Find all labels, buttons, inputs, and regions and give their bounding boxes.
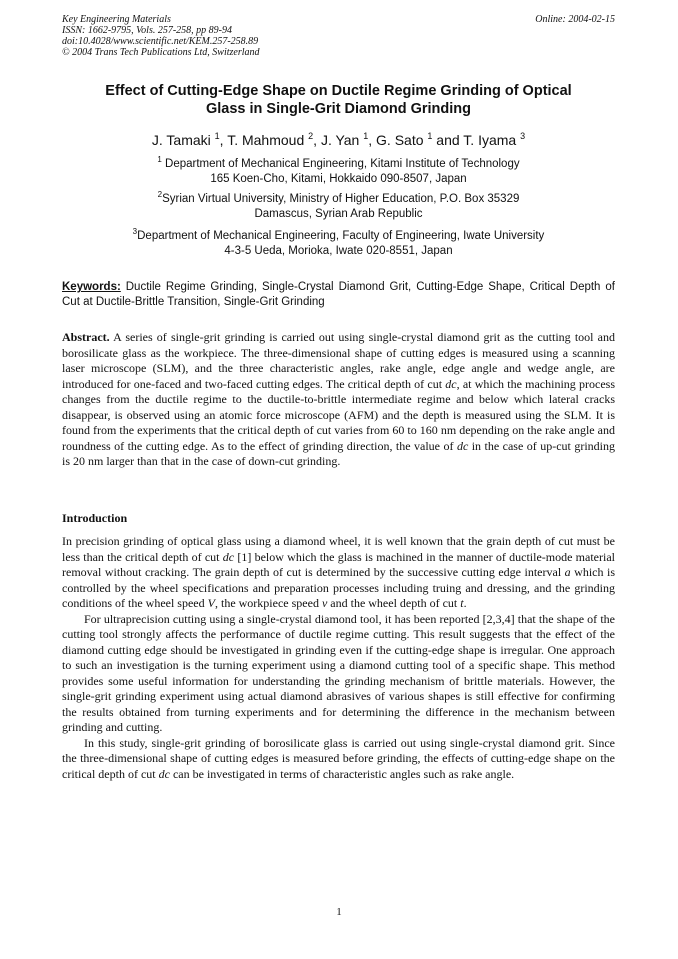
online-date: Online: 2004-02-15 [535, 14, 615, 25]
abstract-text: in the case of up-cut grinding is 20 nm larger than that in the case of down-cut grinding. [62, 438, 615, 468]
affiliation-line: Syrian Virtual University, Ministry of Higher Education, P.O. Box 35329 [162, 193, 520, 205]
affiliation-1 [62, 157, 615, 187]
affiliation-number: 1 [157, 155, 162, 164]
paragraph-text: , the workpiece speed [214, 596, 322, 610]
paragraph-text: which is controlled by the wheel specifications and preparation processes including truing and dressing, and the grinding conditions of the wheel speed [62, 565, 615, 610]
paper-title [62, 82, 615, 118]
paragraph [62, 736, 615, 783]
paragraph-variable: dc [222, 549, 235, 564]
affiliation-2 [62, 192, 615, 222]
abstract-label: Abstract. [62, 330, 110, 344]
paragraph-text: In this study, single-grit grinding of borosilicate glass is carried out using single-crystal diamond grit. Since the three-dimensional shape of cutting edges is measured before grinding, the effects of cutting-edge shape on the critical depth of cut [62, 735, 615, 781]
title-line-2: Glass in Single-Grit Diamond Grinding [205, 101, 472, 117]
affiliation-line: Department of Mechanical Engineering, Faculty of Engineering, Iwate University [137, 230, 545, 242]
paragraph-text: and the wheel depth of cut [327, 596, 461, 610]
affiliation-number: 2 [157, 190, 163, 199]
paragraph-variable: v [321, 596, 328, 610]
paragraph-text: In precision grinding of optical glass using a diamond wheel, it is well known that the grain depth of cut must be less than the critical depth of cut [62, 534, 615, 564]
copyright-line: © 2004 Trans Tech Publications Ltd, Switzerland [62, 47, 260, 58]
author-affiliation-mark: 1 [214, 131, 220, 141]
paragraph-variable: t [460, 596, 464, 610]
author-affiliation-mark: 1 [363, 131, 369, 141]
section-heading-introduction: Introduction [62, 511, 128, 525]
author-list [62, 131, 615, 149]
affiliation-address: 165 Koen-Cho, Kitami, Hokkaido 090-8507, Japan [210, 173, 467, 185]
paragraph [62, 534, 615, 612]
paragraph-text: . [463, 596, 467, 610]
author-name: T. Iyama [463, 132, 517, 148]
page-number: 1 [336, 906, 342, 918]
author-separator: , [313, 132, 321, 148]
paragraph-variable: dc [158, 766, 170, 781]
affiliation-3 [62, 229, 615, 259]
paragraph-text: can be investigated in terms of characteristic angles such as rake angle. [169, 766, 515, 781]
author-separator: , [219, 132, 228, 148]
paragraph-variable: a [564, 565, 571, 579]
affiliation-address: 4-3-5 Ueda, Morioka, Iwate 020-8551, Japan [224, 245, 453, 257]
affiliation-number: 3 [132, 227, 138, 236]
abstract-block [62, 330, 615, 470]
keywords-text: Ductile Regime Grinding, Single-Crystal Diamond Grit, Cutting-Edge Shape, Critical Depth of Cut at Ductile-Brittle Transition, Single-Grit Grinding [62, 281, 615, 308]
author-affiliation-mark: 1 [427, 131, 433, 141]
abstract-variable: dc [445, 376, 457, 391]
introduction-body [62, 534, 615, 782]
journal-name: Key Engineering Materials [62, 14, 171, 25]
paragraph-variable: V [207, 596, 215, 610]
abstract-text: A series of single-grit grinding is carried out using single-crystal diamond grit as the cutting tool and borosilicate glass as the workpiece. The three-dimensional shape of cutting edges is measured using a scanning laser microscope (SLM), and the three characteristic angles, rake angle, edge angle and wedge angle, are introduced for one-faced and two-faced cutting edges. The critical depth of cut [62, 330, 615, 391]
author-name: G. Sato [376, 132, 424, 148]
author-name: J. Yan [320, 132, 360, 148]
author-conjunction: and [432, 132, 464, 148]
title-line-1: Effect of Cutting-Edge Shape on Ductile Regime Grinding of Optical [105, 83, 572, 99]
paragraph: For ultraprecision cutting using a single-crystal diamond tool, it has been reported [2,3,4] that the shape of the cutting tool strongly affects the performance of ductile regime cutting. This result suggests that the effect of the diamond cutting edge should be investigated in grinding even if the cutting-edge shape is irregular. One approach to such an investigation is the turning experiment using a diamond cutting tool of a specific shape. This method provides some useful information for understanding the grinding mechanism of brittle materials. However, the single-grit grinding experiment using actual diamond abrasives of various shapes is still effective for confirming the results obtained from turning experiments and for determining the difference in the mechanism between grinding and cutting. [62, 611, 615, 734]
affiliation-line: Department of Mechanical Engineering, Kitami Institute of Technology [165, 158, 520, 170]
abstract-variable: dc [456, 438, 469, 453]
abstract-text: , at which the machining process changes from the ductile regime to the ductile-to-brittle intermediate regime and below which lateral cracks disappear, is observed using an atomic force microscope (AFM) and the depth is measured using the SLM. It is found from the experiments that the critical depth of cut varies from 60 to 160 nm depending on the rake angle and roundness of the cutting edge. As to the effect of grinding direction, the value of [62, 376, 616, 453]
author-separator: , [368, 132, 377, 148]
doi-line: doi:10.4028/www.scientific.net/KEM.257-258.89 [62, 36, 259, 47]
author-affiliation-mark: 3 [520, 131, 526, 141]
keywords-label: Keywords: [62, 281, 121, 293]
keywords-block [62, 280, 615, 309]
author-affiliation-mark: 2 [308, 131, 314, 141]
paragraph-text: [1] below which the glass is machined in the manner of ductile-mode material removal without cracking. The grain depth of cut is determined by the successive cutting edge interval [62, 549, 615, 579]
affiliation-address: Damascus, Syrian Arab Republic [254, 208, 423, 220]
author-name: T. Mahmoud [227, 132, 305, 148]
author-name: J. Tamaki [151, 132, 211, 148]
journal-header [62, 14, 260, 58]
issn-line: ISSN: 1662-9795, Vols. 257-258, pp 89-94 [62, 25, 232, 36]
